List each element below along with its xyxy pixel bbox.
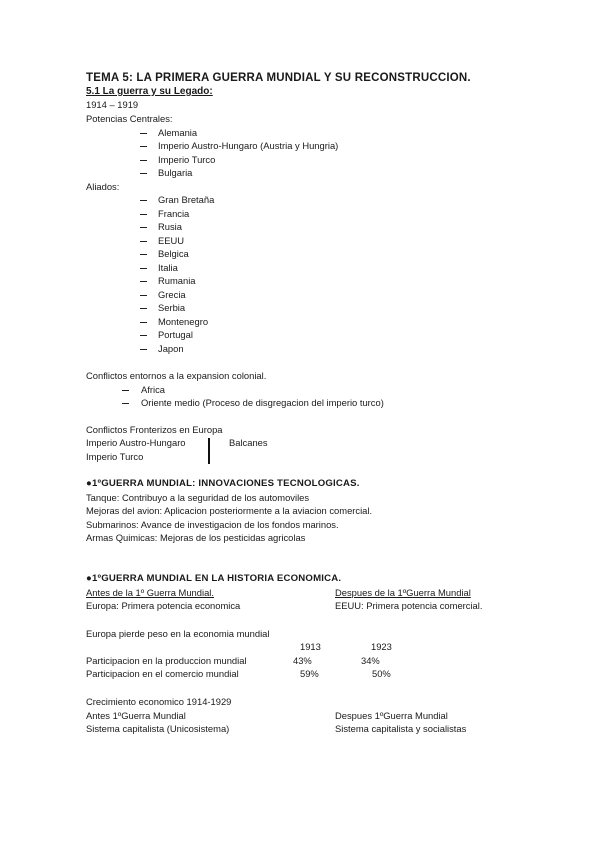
before-war-label: Antes de la 1º Guerra Mundial. bbox=[86, 587, 214, 598]
list-item: Belgica bbox=[158, 248, 189, 259]
after-war-label-2: Despues 1ºGuerra Mundial bbox=[335, 710, 448, 721]
list-item: Bulgaria bbox=[158, 167, 193, 178]
list-dash bbox=[140, 133, 147, 134]
list-dash bbox=[140, 146, 147, 147]
production-1913: 43% bbox=[293, 655, 312, 666]
list-dash bbox=[140, 268, 147, 269]
list-dash bbox=[140, 254, 147, 255]
list-dash bbox=[140, 173, 147, 174]
innovation-line: Mejoras del avion: Aplicacion posteriormente a la aviacion comercial. bbox=[86, 505, 373, 516]
list-item: Portugal bbox=[158, 329, 193, 340]
list-item: Rusia bbox=[158, 221, 182, 232]
list-item: Montenegro bbox=[158, 316, 209, 327]
list-dash bbox=[140, 322, 147, 323]
list-item: Serbia bbox=[158, 302, 186, 313]
list-item: Imperio Austro-Hungaro (Austria y Hungria) bbox=[158, 140, 339, 151]
list-dash bbox=[140, 241, 147, 242]
list-dash bbox=[140, 160, 147, 161]
list-item: Japon bbox=[158, 343, 184, 354]
list-item: Francia bbox=[158, 208, 190, 219]
production-1923: 34% bbox=[361, 655, 380, 666]
year-1923: 1923 bbox=[371, 641, 392, 652]
list-dash bbox=[140, 281, 147, 282]
colonial-heading: Conflictos entornos a la expansion colonial. bbox=[86, 370, 267, 381]
list-dash bbox=[122, 403, 129, 404]
list-item: Rumania bbox=[158, 275, 196, 286]
list-dash bbox=[140, 335, 147, 336]
list-item: EEUU bbox=[158, 235, 185, 246]
border-right: Balcanes bbox=[229, 437, 268, 448]
innovations-heading: ●1ºGUERRA MUNDIAL: INNOVACIONES TECNOLOGICAS. bbox=[86, 478, 360, 489]
before-war-label-2: Antes 1ºGuerra Mundial bbox=[86, 710, 186, 721]
list-dash bbox=[140, 308, 147, 309]
list-dash bbox=[140, 200, 147, 201]
list-dash bbox=[140, 227, 147, 228]
years-text: 1914 – 1919 bbox=[86, 99, 139, 110]
central-powers-label: Potencias Centrales: bbox=[86, 113, 173, 124]
list-dash bbox=[140, 349, 147, 350]
economy-heading: ●1ºGUERRA MUNDIAL EN LA HISTORIA ECONOMICA. bbox=[86, 573, 342, 584]
list-dash bbox=[122, 390, 129, 391]
after-war-text: EEUU: Primera potencia comercial. bbox=[335, 600, 483, 611]
innovation-line: Tanque: Contribuyo a la seguridad de los automoviles bbox=[86, 492, 310, 503]
before-war-text: Europa: Primera potencia economica bbox=[86, 600, 241, 611]
before-war-system: Sistema capitalista (Unicosistema) bbox=[86, 723, 230, 734]
list-item: Africa bbox=[141, 384, 165, 395]
commerce-label: Participacion en el comercio mundial bbox=[86, 668, 239, 679]
border-heading: Conflictos Fronterizos en Europa bbox=[86, 424, 223, 435]
list-item: Grecia bbox=[158, 289, 186, 300]
list-dash bbox=[140, 214, 147, 215]
list-item: Oriente medio (Proceso de disgregacion del imperio turco) bbox=[141, 397, 384, 408]
commerce-1913: 59% bbox=[300, 668, 319, 679]
year-1913: 1913 bbox=[300, 641, 321, 652]
europe-loses-text: Europa pierde peso en la economia mundial bbox=[86, 628, 270, 639]
vertical-divider bbox=[208, 438, 210, 464]
innovation-line: Submarinos: Avance de investigacion de los fondos marinos. bbox=[86, 519, 339, 530]
border-left-1: Imperio Austro-Hungaro bbox=[86, 437, 186, 448]
innovation-line: Armas Quimicas: Mejoras de los pesticidas agricolas bbox=[86, 532, 306, 543]
section-subtitle: 5.1 La guerra y su Legado: bbox=[86, 86, 213, 97]
production-label: Participacion en la produccion mundial bbox=[86, 655, 247, 666]
after-war-system: Sistema capitalista y socialistas bbox=[335, 723, 467, 734]
allies-label: Aliados: bbox=[86, 181, 120, 192]
list-item: Alemania bbox=[158, 127, 198, 138]
list-dash bbox=[140, 295, 147, 296]
page-title: TEMA 5: LA PRIMERA GUERRA MUNDIAL Y SU RECONSTRUCCION. bbox=[86, 72, 471, 84]
list-item: Gran Bretaña bbox=[158, 194, 215, 205]
border-left-2: Imperio Turco bbox=[86, 451, 144, 462]
commerce-1923: 50% bbox=[372, 668, 391, 679]
after-war-label: Despues de la 1ºGuerra Mundial bbox=[335, 587, 471, 598]
list-item: Italia bbox=[158, 262, 178, 273]
list-item: Imperio Turco bbox=[158, 154, 216, 165]
growth-text: Crecimiento economico 1914-1929 bbox=[86, 696, 232, 707]
